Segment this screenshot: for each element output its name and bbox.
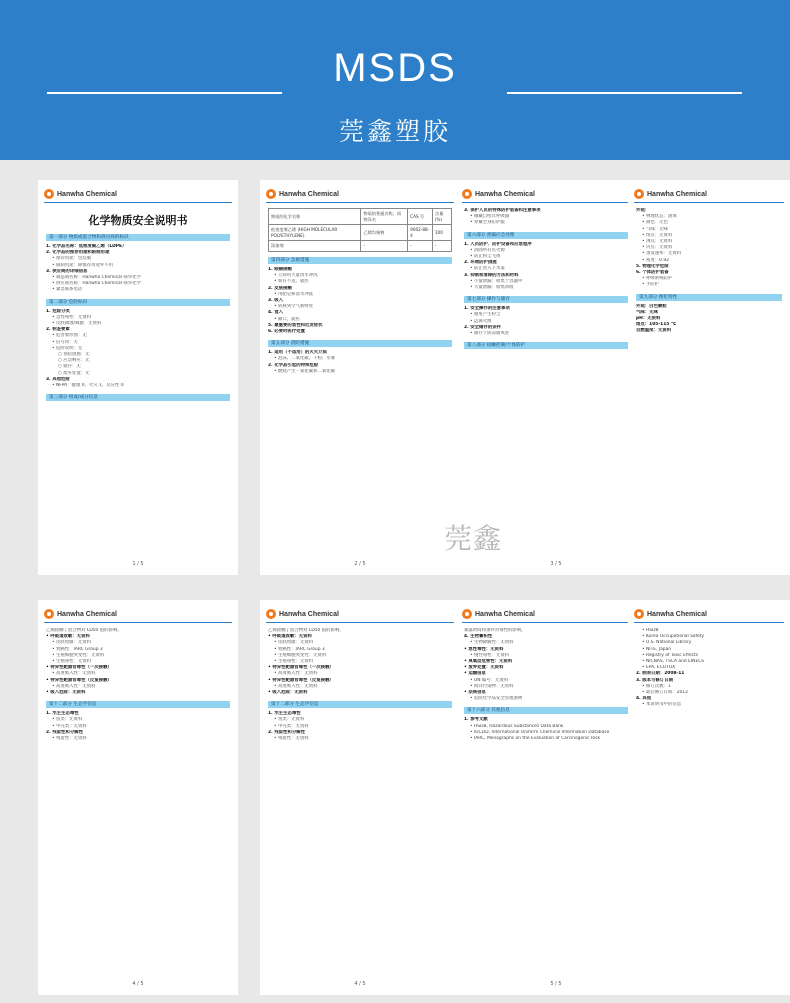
page-body bbox=[636, 628, 782, 973]
msds-page-1 bbox=[38, 180, 238, 575]
text-line: • 吸入危险：无资料 bbox=[46, 690, 86, 696]
text-line: • 最后修订日期：2012 bbox=[642, 690, 688, 696]
section-heading: 第九部分 理化特性 bbox=[636, 294, 782, 301]
hanwha-logo-icon bbox=[462, 189, 472, 199]
header-rule bbox=[634, 202, 784, 203]
text-line: • 法规信息 bbox=[464, 690, 486, 696]
hanwha-logo-icon bbox=[266, 609, 276, 619]
text-line: • 皮肤腐蚀/刺激：无资料 bbox=[52, 321, 102, 327]
section-heading: 第四部分 急救措施 bbox=[268, 257, 452, 264]
content-blocks bbox=[464, 208, 648, 349]
text-line: 5. 物理化学危险 bbox=[636, 263, 669, 269]
text-line: • 鱼类：无资料 bbox=[274, 717, 305, 723]
text-line: • U.S. National Library bbox=[642, 640, 692, 646]
text-line: • 佩戴自给式呼吸器 bbox=[470, 214, 510, 220]
text-line: • Korea Occupational Safety bbox=[642, 634, 705, 640]
text-line: • 燃烧产生一氧化碳和二氧化碳 bbox=[274, 368, 336, 374]
text-line: • 残留性：无资料 bbox=[52, 736, 87, 742]
text-line: 2. 安全储存的条件 bbox=[464, 324, 501, 330]
section-heading: 第六部分 泄漏应急处理 bbox=[464, 232, 648, 239]
msds-page-grid bbox=[0, 160, 790, 1003]
section-heading: 第七部分 操作与储存 bbox=[464, 296, 648, 303]
text-line: 2. 化学品引起的特殊危险 bbox=[268, 362, 319, 368]
document-title: 化学物质安全说明书 bbox=[88, 214, 188, 227]
content-blocks bbox=[464, 628, 648, 742]
section-heading: 第一部分 物质或混合物和供应商的标识 bbox=[46, 234, 230, 241]
table-row bbox=[269, 241, 452, 252]
text-line: 3. 吸入 bbox=[268, 297, 284, 303]
text-line: 1. 安全操作的注意事项 bbox=[464, 306, 510, 312]
text-line: • 废弃处置：无资料 bbox=[464, 665, 504, 671]
page-number: 4 / 5 bbox=[132, 981, 144, 987]
text-line: 乙烯接触了混合物对 LD50 值的影响。 bbox=[268, 628, 344, 633]
text-line: • HSDB bbox=[642, 628, 659, 633]
text-line: • 残留性：无资料 bbox=[274, 736, 309, 742]
text-line: 2. 残留性和分解性 bbox=[46, 729, 83, 735]
text-line: • 危险化学品安全管理条例 bbox=[470, 696, 523, 702]
text-line: 3. 供应商的详细信息 bbox=[46, 268, 88, 274]
text-line: • 熔点：无资料 bbox=[642, 232, 673, 238]
composition-table bbox=[268, 208, 452, 252]
header-rule bbox=[44, 202, 232, 203]
text-line: 1. 化学品名称：低密度聚乙烯（LDPE） bbox=[46, 244, 127, 249]
table-cell: 低密度聚乙烯 (HIGH MOLECULAR POLYETHYLENE) bbox=[269, 225, 361, 241]
text-line: • 吸入危险：无资料 bbox=[268, 690, 308, 696]
text-line: • 漱口，就医 bbox=[274, 316, 300, 322]
text-line: • 致癌性：IARC Group 3 bbox=[274, 646, 325, 652]
text-line: 6. 必要时医疗处置 bbox=[268, 329, 305, 334]
text-line: 2. 残留性和分解性 bbox=[268, 729, 305, 735]
text-line: • 急性毒性：无资料 bbox=[52, 314, 92, 320]
page-number: 5 / 5 bbox=[550, 981, 562, 987]
page-body bbox=[464, 208, 648, 553]
hanwha-logo-icon bbox=[44, 609, 54, 619]
text-line: • 特异性靶器官毒性（反复接触） bbox=[46, 677, 112, 683]
text-line: • 皮肤致敏：无资料 bbox=[52, 640, 92, 646]
text-line: • 鱼类：无资料 bbox=[52, 717, 83, 723]
text-line: 3. 版本与修订日期 bbox=[636, 677, 673, 683]
text-line: • 蒸发速率：无资料 bbox=[642, 251, 682, 257]
text-line: 1. 水生生态毒性 bbox=[268, 711, 301, 717]
content-blocks bbox=[636, 628, 782, 709]
text-line: • 小量泄漏：收集于容器中 bbox=[470, 278, 523, 284]
text-line: 2. 标签要素 bbox=[46, 327, 70, 333]
msds-page-6 bbox=[260, 600, 460, 995]
text-line: 2. 制表日期：2008-11 bbox=[636, 671, 685, 677]
hanwha-logo: Hanwha Chemical bbox=[634, 188, 707, 200]
text-line: • 气味：无味 bbox=[642, 226, 668, 232]
text-line: • 高度吸入性：无资料 bbox=[274, 671, 318, 677]
text-line: • 本说明书中的信息 bbox=[642, 702, 682, 708]
table-row bbox=[269, 225, 452, 241]
text-line: • 紧急联系电话 bbox=[52, 287, 83, 293]
hanwha-logo-icon bbox=[44, 189, 54, 199]
watermark: 莞鑫 bbox=[444, 522, 503, 555]
text-line: 1. 危险分类 bbox=[46, 308, 70, 314]
text-line: 4. 生物蓄积性 bbox=[464, 634, 493, 640]
text-line: • 沸点：无资料 bbox=[642, 239, 673, 245]
text-line: • 呼吸系统防护 bbox=[642, 276, 673, 282]
table-cell: - bbox=[361, 241, 408, 252]
table-cell: 乙烯均聚物 bbox=[361, 225, 408, 241]
table-cell: 含量(%) bbox=[432, 209, 451, 225]
hanwha-logo-icon bbox=[266, 189, 276, 199]
page-body bbox=[268, 628, 452, 973]
text-line: ○ 应急响应：无 bbox=[58, 358, 90, 364]
section-heading: 第八部分 接触控制/个体防护 bbox=[464, 342, 648, 349]
text-line: • 海洋污染物：无资料 bbox=[470, 683, 514, 689]
section-heading: 第二部分 危险标识 bbox=[46, 299, 230, 306]
msds-page-3 bbox=[456, 180, 656, 575]
text-line: 2. 环境防护措施 bbox=[464, 260, 497, 266]
text-line: ○ 储存：无 bbox=[58, 364, 81, 370]
content-blocks bbox=[268, 628, 452, 742]
text-line: • 慢性毒性：无资料 bbox=[470, 652, 510, 658]
text-line: 3. 其他危险 bbox=[46, 376, 70, 382]
msds-page-8-partial bbox=[628, 600, 790, 995]
text-line: • 用肥皂和清水冲洗 bbox=[274, 291, 314, 297]
text-line: 5. 最重要的急性和迟发症状 bbox=[268, 322, 323, 328]
text-line: • 皮肤致敏：无资料 bbox=[274, 640, 314, 646]
text-line: 2. 皮肤接触 bbox=[268, 285, 292, 291]
banner-line-left bbox=[47, 92, 282, 94]
text-line: 1. 适用（不适用）的灭火介质 bbox=[268, 350, 327, 356]
header-rule bbox=[462, 622, 650, 623]
hanwha-logo: Hanwha Chemical bbox=[44, 188, 117, 200]
text-line: • 生殖细胞突变性：无资料 bbox=[274, 652, 327, 658]
text-line: 气味：无味 bbox=[636, 309, 658, 315]
text-line: • 避免产生粉尘 bbox=[470, 312, 501, 318]
text-line: • 运输信息 bbox=[464, 671, 486, 677]
table-cell: 9002-88-4 bbox=[408, 225, 433, 241]
page-body bbox=[46, 628, 230, 973]
content-blocks bbox=[636, 208, 782, 335]
text-line: • 转移到空气新鲜处 bbox=[274, 304, 314, 310]
msds-page-7 bbox=[456, 600, 656, 995]
hanwha-logo-icon bbox=[634, 189, 644, 199]
page-number: 2 / 5 bbox=[354, 561, 366, 567]
text-line: • 危害象形图：无 bbox=[52, 333, 87, 339]
msds-page-5 bbox=[38, 600, 238, 995]
hanwha-logo-icon bbox=[462, 609, 472, 619]
section-heading: 第三部分 组成/成分信息 bbox=[46, 394, 230, 401]
text-line: pH：无资料 bbox=[636, 316, 661, 322]
header-rule bbox=[634, 622, 784, 623]
text-line: • 急性毒性：无资料 bbox=[464, 646, 504, 652]
text-line: • 甲壳类：无资料 bbox=[274, 723, 309, 729]
header-rule bbox=[44, 622, 232, 623]
text-line: • 生殖毒性：无资料 bbox=[52, 659, 92, 665]
table-cell: 物质的普通名称，同物异名 bbox=[361, 209, 408, 225]
text-line: • 供应商名称：Hanwha Chemical 韩华化学 bbox=[52, 281, 141, 287]
text-line: • 甲壳类：无资料 bbox=[52, 723, 87, 729]
text-line: 3. 抑制和清除的方法和材料 bbox=[464, 272, 519, 278]
text-line: • 穿戴全身防护服 bbox=[470, 220, 505, 226]
page-body bbox=[46, 208, 230, 553]
section-heading: 第十六部分 其他信息 bbox=[464, 707, 648, 714]
table-cell: CAS 号 bbox=[408, 209, 433, 225]
text-line: 外观：白色颗粒 bbox=[636, 303, 667, 309]
header-rule bbox=[266, 622, 454, 623]
text-line: 乙烯接触了混合物对 LD50 值的影响。 bbox=[46, 628, 122, 633]
text-line: 1. 水生生态毒性 bbox=[46, 711, 79, 717]
section-heading: 第十二部分 生态学信息 bbox=[268, 701, 452, 708]
text-line: • 高度吸入性：无资料 bbox=[274, 683, 318, 689]
table-cell: - bbox=[408, 241, 433, 252]
text-line: • 生殖毒性：无资料 bbox=[274, 659, 314, 665]
text-line: • 高度吸入性：无资料 bbox=[52, 671, 96, 677]
text-line: 4. 食入 bbox=[268, 310, 284, 316]
text-line: 6. 个体防护装备 bbox=[636, 270, 669, 276]
header-rule bbox=[266, 202, 454, 203]
hanwha-logo-icon bbox=[634, 609, 644, 619]
text-line: • IARC, Monographs on the Evaluation of Carcinogenic Risk bbox=[470, 736, 601, 742]
table-cell: 100 bbox=[432, 225, 451, 241]
table-row bbox=[269, 209, 452, 225]
text-line: • NICNAS, TSCA and EINECS bbox=[642, 659, 705, 665]
page-body bbox=[464, 628, 648, 973]
hanwha-logo: Hanwha Chemical bbox=[634, 608, 707, 620]
hanwha-logo: Hanwha Chemical bbox=[462, 608, 535, 620]
text-line: • 限制用途：除推荐用途外不用 bbox=[52, 262, 114, 268]
text-line: ○ 废弃处置：无 bbox=[58, 370, 90, 376]
text-line: 2. 化学品的推荐用途和限制用途 bbox=[46, 250, 110, 256]
text-line: • 如有不适，就医 bbox=[274, 279, 309, 285]
text-line: • 信号词：无 bbox=[52, 339, 78, 345]
text-line: • 推荐用途：包装膜 bbox=[52, 256, 92, 262]
table-cell: 物质的化学名称 bbox=[269, 209, 361, 225]
hanwha-logo: Hanwha Chemical bbox=[44, 608, 117, 620]
text-line: • 特异性靶器官毒性（反复接触） bbox=[268, 677, 334, 683]
hanwha-logo: Hanwha Chemical bbox=[266, 188, 339, 200]
text-line: • 颜色：无色 bbox=[642, 220, 668, 226]
text-line: • 密度：0.92 bbox=[642, 257, 669, 263]
msds-page-2 bbox=[260, 180, 460, 575]
text-line: 1. 参考文献 bbox=[464, 717, 488, 723]
text-line: • 大量泄漏：收集回收 bbox=[470, 285, 514, 291]
text-line: • EPA, ECOTOX bbox=[642, 665, 676, 671]
text-line: • 特异性靶器官毒性（一次接触） bbox=[46, 665, 112, 671]
text-line: • 闪点：无资料 bbox=[642, 245, 673, 251]
text-line: • HSDB, Hazardous Substances Data Bank bbox=[470, 723, 564, 729]
text-line: • 立即用大量清水冲洗 bbox=[274, 273, 318, 279]
text-line: • 修订次数：1 bbox=[642, 683, 671, 689]
text-line: 4. 其他 bbox=[636, 696, 652, 702]
text-line: • 手防护 bbox=[642, 282, 660, 288]
text-line: 熔点：105-115 ℃ bbox=[636, 322, 677, 328]
text-line: • IUCLID, International Uniform Chemical Information Database bbox=[470, 729, 610, 735]
table-cell: - bbox=[432, 241, 451, 252]
text-line: 外观： bbox=[636, 208, 650, 213]
page-body bbox=[268, 208, 452, 553]
text-line: 暴露时间和条件对毒性的影响。 bbox=[464, 628, 526, 633]
text-line: • 防止粉尘飞扬 bbox=[470, 254, 501, 260]
text-line: • 制造商名称：Hanwha Chemical 韩华化学 bbox=[52, 275, 141, 281]
text-line: • NITE, Japan bbox=[642, 646, 672, 652]
section-heading: 第十二部分 生态学信息 bbox=[46, 701, 230, 708]
text-line: • 生物降解性：无资料 bbox=[470, 640, 514, 646]
text-line: • NFPA：健康 0，火灾 1，反应性 0 bbox=[52, 383, 124, 389]
text-line: • UN 编号：无资料 bbox=[470, 677, 509, 683]
msds-page-4-partial bbox=[628, 180, 790, 575]
text-line: 1. 人员防护、防护设备和应急程序 bbox=[464, 241, 532, 247]
text-line: • 高度吸入性：无资料 bbox=[52, 683, 96, 689]
banner-subtitle: 莞鑫塑胶 bbox=[338, 117, 451, 146]
table-cell: 添加剂 bbox=[269, 241, 361, 252]
text-line: • 臭氧层危害性：无资料 bbox=[464, 659, 513, 665]
hanwha-logo: Hanwha Chemical bbox=[462, 188, 535, 200]
section-heading: 第五部分 消防措施 bbox=[268, 340, 452, 347]
text-line: • 致癌性：IARC Group 3 bbox=[52, 646, 103, 652]
page-number: 1 / 5 bbox=[132, 561, 144, 567]
page-number: 4 / 5 bbox=[354, 981, 366, 987]
text-line: • 远离火源 bbox=[470, 318, 492, 324]
banner-title: MSDS bbox=[333, 46, 457, 90]
text-line: 1. 眼睛接触 bbox=[268, 266, 292, 272]
text-line: • 泡沫、二氧化碳、干粉、水雾 bbox=[274, 356, 336, 362]
banner-line-right bbox=[507, 92, 742, 94]
text-line: 自燃温度：无资料 bbox=[636, 328, 672, 334]
content-blocks bbox=[268, 257, 452, 375]
text-line: • 防止进入下水道 bbox=[470, 266, 505, 272]
text-line: ○ 预防措施：无 bbox=[58, 352, 90, 358]
text-line: • Registry of Toxic Effects bbox=[642, 652, 699, 658]
text-line: • 呼吸道致敏：无资料 bbox=[268, 634, 312, 640]
page-body bbox=[636, 208, 782, 553]
text-line: • 危险说明：无 bbox=[52, 345, 83, 351]
content-blocks bbox=[46, 234, 230, 401]
hanwha-logo: Hanwha Chemical bbox=[266, 608, 339, 620]
page-number: 3 / 5 bbox=[550, 561, 562, 567]
banner bbox=[0, 0, 790, 160]
text-line: • 储存于阴凉通风处 bbox=[470, 331, 510, 337]
text-line: • 特异性靶器官毒性（一次接触） bbox=[268, 665, 334, 671]
text-line: • 呼吸道致敏：无资料 bbox=[46, 634, 90, 640]
content-blocks bbox=[46, 628, 230, 742]
text-line: 3. 保护人员的特殊防护装备和注意事项 bbox=[464, 208, 541, 213]
header-rule bbox=[462, 202, 650, 203]
text-line: • 物理状态：固体 bbox=[642, 214, 677, 220]
text-line: • 生殖细胞突变性：无资料 bbox=[52, 652, 105, 658]
text-line: • 清除所有点火源 bbox=[470, 247, 505, 253]
